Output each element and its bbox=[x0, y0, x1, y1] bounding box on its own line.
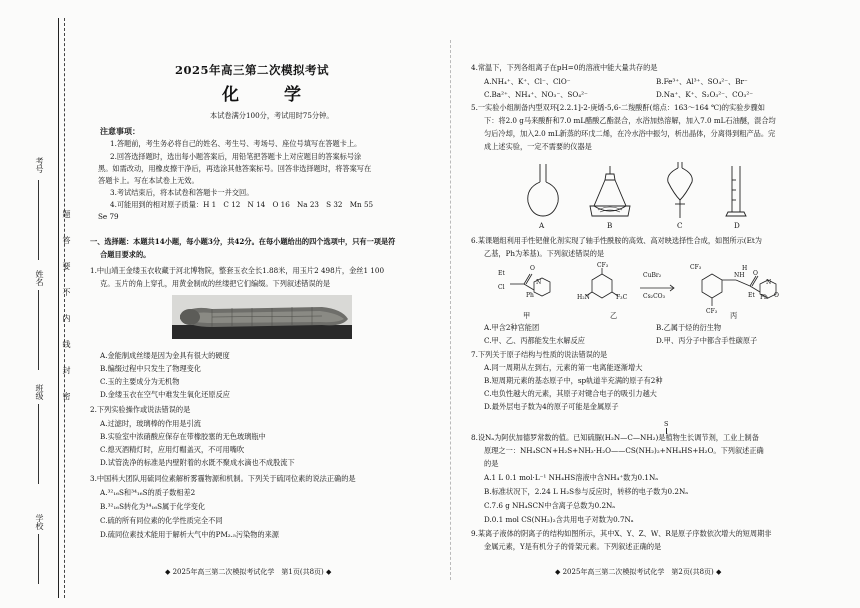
q8-stem: 8.设Nₐ为阿伏加德罗常数的值。已知硫脲(H₂N—C—NH₂)是植物生长调节剂，工业上制备 bbox=[471, 433, 759, 442]
reagent-label: Cs₂CO₃ bbox=[643, 293, 665, 300]
blank-class bbox=[38, 404, 39, 484]
q3-option: D.硫同位素技术能用于解析大气中的PM₂.₅污染物的来源 bbox=[100, 530, 279, 539]
q2-option: B.实验室中浓硝酸应保存在带橡胶塞的无色玻璃瓶中 bbox=[100, 432, 266, 441]
notice-line: 1.答题前，考生务必将自己的姓名、考生号、考场号、座位号填写在答题卡上。 bbox=[110, 139, 362, 148]
seal-char: 密 bbox=[62, 392, 71, 400]
q8-option: D.0.1 mol CS(NH₂)₂含共用电子对数为0.7Nₐ bbox=[484, 515, 634, 524]
q1-option: C.玉的主要成分为无机物 bbox=[100, 377, 180, 386]
group-label: N bbox=[766, 279, 772, 286]
q4-option: C.Ba²⁺、NH₄⁺、NO₃⁻、SO₄²⁻ bbox=[484, 90, 588, 99]
blank-school bbox=[38, 534, 39, 584]
q4-option: A.NH₄⁺、K⁺、Cl⁻、ClO⁻ bbox=[484, 77, 571, 86]
q6-stem: 6.某课题组利用手性钯催化剂实现了轴手性酰胺的高效、高对映选择性合成，如图所示(Et为 bbox=[471, 236, 762, 245]
q8-option: A.1 L 0.1 mol·L⁻¹ NH₄HS溶液中含NH₄⁺数为0.1Nₐ bbox=[484, 473, 659, 482]
notice-line: 3.考试结束后，将本试卷和答题卡一并交回。 bbox=[110, 188, 254, 197]
q1-option: A.金能制成丝缕是因为金具有很大的硬度 bbox=[100, 351, 230, 360]
q1-option: D.金缕玉衣在空气中难发生氧化还原反应 bbox=[100, 390, 230, 399]
notice-line: 答题卡上。写在本试卷上无效。 bbox=[98, 176, 199, 185]
notice-line: 黑。如需改动，用橡皮擦干净后，再选涂其他答案标号。回答非选择题时，将答案写在 bbox=[98, 164, 372, 173]
label-name: 姓名 bbox=[35, 270, 44, 286]
q7-stem: 7.下列关于原子结构与性质的说法错误的是 bbox=[471, 350, 608, 359]
group-label: H₂N bbox=[577, 294, 590, 301]
q1-option: B.编缀过程中只发生了物理变化 bbox=[100, 364, 202, 373]
compound-label: 甲 bbox=[523, 311, 531, 320]
q1-stem: 克。玉片的角上穿孔，用黄金制成的丝缕把它们编缀。下列叙述错误的是 bbox=[100, 279, 331, 288]
apparatus-label: D bbox=[734, 221, 740, 230]
group-label: CF₃ bbox=[690, 264, 702, 271]
notice-line: 2.回答选择题时，选出每小题答案后，用铅笔把答题卡上对应题目的答案标号涂 bbox=[110, 152, 362, 161]
score-info: 本试卷满分100分，考试用时75分钟。 bbox=[210, 111, 334, 120]
q2-stem: 2.下列实验操作或说法错误的是 bbox=[90, 405, 191, 414]
q8-stem: 的是 bbox=[484, 459, 499, 468]
q9-stem: 9.某离子液体的阴离子的结构如图所示，其中X、Y、Z、W、R是原子序数依次增大的短周期非 bbox=[471, 529, 772, 538]
q3-option: B.³²₁₆S转化为³⁴₁₆S属于化学变化 bbox=[100, 502, 206, 511]
jade-burial-suit-photo bbox=[172, 295, 352, 339]
q8-stem: 原理之一：NH₄SCN+H₂S+NH₃·H₂O——CS(NH₂)₂+NH₄HS+H₂O。下列叙述正确 bbox=[484, 446, 764, 455]
seal-char: 封 bbox=[62, 366, 71, 374]
binding-margin bbox=[0, 0, 82, 608]
group-label: Ph bbox=[526, 292, 534, 299]
q7-option: A.同一周期从左到右，元素的第一电离能逐渐增大 bbox=[484, 363, 643, 372]
q2-option: D.试管洗净的标准是内壁附着的水既不聚成水滴也不成股流下 bbox=[100, 458, 295, 467]
q6-stem: 乙基，Ph为苯基)。下列叙述错误的是 bbox=[484, 249, 605, 258]
footer-left: ◆ 2025年高三第二次模拟考试化学 第1页(共8页) ◆ bbox=[165, 568, 332, 576]
q5-stem: 匀后冷却，加入2.0 mL新蒸的环戊二烯，在冷水浴中振匀，析出晶体，分离得到粗产品。完 bbox=[484, 129, 776, 138]
q3-option: A.³²₁₆S和³⁴₁₆S的质子数相差2 bbox=[100, 488, 196, 497]
seal-char: 不 bbox=[62, 288, 71, 296]
q2-option: A.过滤时，玻璃棒的作用是引流 bbox=[100, 419, 201, 428]
group-label: Et bbox=[748, 292, 755, 299]
group-label: CF₃ bbox=[706, 308, 718, 315]
thiourea-sulfur: S bbox=[664, 420, 669, 428]
group-label: O bbox=[530, 265, 535, 272]
group-label: NH bbox=[734, 272, 745, 279]
q8-option: B.标准状况下，2.24 L H₂S参与反应时，转移的电子数为0.2Nₐ bbox=[484, 487, 689, 496]
notice-line: 4.可能用到的相对原子质量：H 1 C 12 N 14 O 16 Na 23 S 32 Mn 55 bbox=[110, 200, 374, 209]
apparatus-label: A bbox=[539, 221, 545, 230]
q9-stem: 金属元素，Y是有机分子的骨架元素。下列叙述正确的是 bbox=[484, 542, 662, 551]
group-label: O bbox=[774, 292, 779, 299]
q4-stem: 4.常温下，下列各组离子在pH=0的溶液中能大量共存的是 bbox=[471, 63, 658, 72]
compound-label: 乙 bbox=[610, 311, 618, 320]
q3-option: C.硫的所有同位素的化学性质完全不同 bbox=[100, 516, 223, 525]
q7-option: C.电负性越大的元素，其原子对键合电子的吸引力越大 bbox=[484, 389, 657, 398]
exam-title: 2025年高三第二次模拟考试 bbox=[175, 63, 330, 77]
group-label: Et bbox=[498, 270, 505, 277]
apparatus-figure bbox=[520, 160, 760, 222]
q6-option: D.甲、丙分子中都含手性碳原子 bbox=[656, 336, 758, 345]
group-label: N bbox=[536, 279, 542, 286]
label-exam-number: 考号 bbox=[35, 157, 44, 173]
group-label: CF₃ bbox=[597, 262, 609, 269]
apparatus-label: B bbox=[607, 221, 613, 230]
q8-option: C.7.6 g NH₄SCN中含离子总数为0.2Nₐ bbox=[484, 501, 616, 510]
q5-stem: 5.一实验小组制备内型双环[2.2.1]-2-庚烯-5,6-二羧酸酐(熔点：163～164 ℃)的实验步骤如 bbox=[471, 103, 765, 112]
seal-char: 线 bbox=[62, 340, 71, 348]
q7-option: D.最外层电子数为4的原子可能是金属原子 bbox=[484, 402, 619, 411]
compound-label: 丙 bbox=[730, 311, 738, 320]
q6-option: A.甲含2种官能团 bbox=[484, 323, 540, 332]
notice-line: Se 79 bbox=[98, 212, 119, 221]
group-label: Ph bbox=[760, 294, 768, 301]
blank-name bbox=[38, 290, 39, 370]
seal-char: 题 bbox=[62, 210, 71, 218]
section-heading: 合题目要求的。 bbox=[100, 250, 151, 259]
q6-option: C.甲、乙、丙都能发生水解反应 bbox=[484, 336, 585, 345]
q5-stem: 下：将2.0 g马来酸酐和7.0 mL醋酸乙酯混合，水浴加热溶解，加入7.0 mL石油醚，混合均 bbox=[484, 116, 776, 125]
label-class: 班级 bbox=[35, 384, 44, 400]
seal-char: 答 bbox=[62, 236, 71, 244]
group-label: Cl bbox=[498, 284, 505, 291]
notice-heading: 注意事项： bbox=[100, 126, 140, 136]
q6-option: B.乙属于烃的衍生物 bbox=[656, 323, 722, 332]
group-label: O bbox=[753, 270, 758, 277]
apparatus-label: C bbox=[677, 221, 683, 230]
subject-title: 化 学 bbox=[222, 85, 315, 105]
column-divider bbox=[450, 40, 451, 580]
binding-line bbox=[58, 18, 59, 598]
blank-exam-number bbox=[38, 180, 39, 260]
q1-stem: 1.中山靖王金缕玉衣收藏于河北博物院，整套玉衣全长1.88米，用玉片2 498片，金丝1 100 bbox=[90, 266, 385, 275]
seal-char: 内 bbox=[62, 314, 71, 322]
q4-option: D.Na⁺、K⁺、S₂O₃²⁻、CO₃²⁻ bbox=[656, 90, 754, 99]
q5-stem: 成上述实验，一定不需要的仪器是 bbox=[484, 142, 592, 151]
seal-char: 要 bbox=[62, 262, 71, 270]
section-heading: 一、选择题：本题共14小题，每小题3分，共42分。在每小题给出的四个选项中，只有一项是符 bbox=[90, 237, 396, 246]
seal-line bbox=[64, 18, 65, 598]
q3-stem: 3.中国科大团队用硫同位素解析雾霾物源和机制。下列关于硫同位素的说法正确的是 bbox=[90, 474, 356, 483]
q2-option: C.熄灭酒精灯时，应用灯帽盖灭，不可用嘴吹 bbox=[100, 445, 245, 454]
q4-option: B.Fe³⁺、Al³⁺、SO₄²⁻、Br⁻ bbox=[656, 77, 748, 86]
label-school: 学校 bbox=[35, 514, 44, 530]
group-label: F₃C bbox=[616, 294, 628, 301]
reagent-label: CuBr₂ bbox=[643, 272, 662, 279]
footer-right: ◆ 2025年高三第二次模拟考试化学 第2页(共8页) ◆ bbox=[555, 568, 722, 576]
group-label: H bbox=[742, 265, 748, 272]
q7-option: B.短周期元素的基态原子中，sp轨道半充满的原子有2种 bbox=[484, 376, 663, 385]
